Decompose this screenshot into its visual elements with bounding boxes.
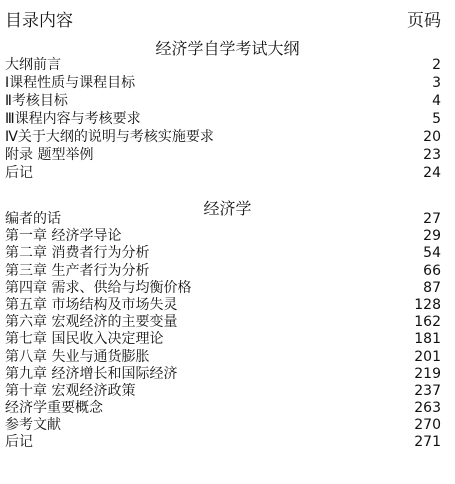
toc-item-title: Ⅱ考核目标 bbox=[5, 93, 68, 109]
toc-item[interactable] bbox=[5, 400, 441, 417]
toc-item-title: 第三章 生产者行为分析 bbox=[5, 262, 150, 279]
toc-item[interactable] bbox=[5, 280, 441, 297]
toc-item-page: 271 bbox=[414, 434, 441, 451]
syllabus-list bbox=[5, 56, 441, 182]
toc-item-page: 4 bbox=[432, 93, 441, 109]
toc-item[interactable] bbox=[5, 245, 441, 262]
toc-item[interactable] bbox=[5, 417, 441, 434]
toc-item[interactable] bbox=[5, 110, 441, 128]
toc-item-title: Ⅲ课程内容与考核要求 bbox=[5, 111, 141, 127]
toc-item-title: Ⅰ课程性质与课程目标 bbox=[5, 75, 136, 91]
toc-item-title: 第十章 宏观经济政策 bbox=[5, 382, 136, 399]
toc-item[interactable] bbox=[5, 228, 441, 245]
toc-item-title: 经济学重要概念 bbox=[5, 400, 103, 417]
toc-item[interactable] bbox=[5, 164, 441, 182]
toc-item[interactable] bbox=[5, 314, 441, 331]
toc-item-page: 181 bbox=[414, 331, 441, 348]
toc-item[interactable] bbox=[5, 297, 441, 314]
toc-item[interactable] bbox=[5, 349, 441, 366]
toc-item-page: 24 bbox=[423, 165, 441, 181]
toc-item-page: 23 bbox=[423, 147, 441, 163]
toc-item-title: 第七章 国民收入决定理论 bbox=[5, 331, 164, 348]
toc-item-page: 5 bbox=[432, 111, 441, 127]
toc-item-page: 54 bbox=[423, 245, 441, 262]
toc-item-title: 第五章 市场结构及市场失灵 bbox=[5, 296, 178, 313]
toc-item-page: 270 bbox=[414, 417, 441, 434]
toc-item-page: 219 bbox=[414, 365, 441, 382]
toc-item-page: 29 bbox=[423, 228, 441, 245]
toc-item-title: 大纲前言 bbox=[5, 57, 61, 73]
toc-item[interactable] bbox=[5, 263, 441, 280]
toc-item[interactable] bbox=[5, 383, 441, 400]
section-title-economics: 经济学 bbox=[203, 199, 252, 218]
toc-item-page: 128 bbox=[414, 296, 441, 313]
toc-item-title: 第八章 失业与通货膨胀 bbox=[5, 348, 150, 365]
economics-list bbox=[5, 211, 441, 452]
toc-item[interactable] bbox=[5, 146, 441, 164]
toc-item[interactable] bbox=[5, 74, 441, 92]
toc-item-title: 第九章 经济增长和国际经济 bbox=[5, 365, 178, 382]
toc-item-title: 附录 题型举例 bbox=[5, 147, 94, 163]
toc-item-page: 3 bbox=[432, 75, 441, 91]
toc-item-title: 后记 bbox=[5, 434, 33, 451]
toc-item-title: 编者的话 bbox=[5, 211, 61, 227]
toc-item-title: 后记 bbox=[5, 165, 33, 181]
toc-item-page: 66 bbox=[423, 262, 441, 279]
page-number-heading: 页码 bbox=[407, 11, 441, 31]
toc-item-title: 第四章 需求、供给与均衡价格 bbox=[5, 279, 192, 296]
toc-header bbox=[5, 6, 441, 32]
toc-item-title: 参考文献 bbox=[5, 417, 61, 434]
toc-item-title: Ⅳ关于大纲的说明与考核实施要求 bbox=[5, 129, 214, 145]
toc-item[interactable] bbox=[5, 434, 441, 451]
toc-item[interactable] bbox=[5, 56, 441, 74]
toc-item[interactable] bbox=[5, 92, 441, 110]
toc-item-page: 2 bbox=[432, 57, 441, 73]
section-title-syllabus: 经济学自学考试大纲 bbox=[155, 39, 300, 58]
toc-item-title: 第六章 宏观经济的主要变量 bbox=[5, 314, 178, 331]
contents-heading: 目录内容 bbox=[5, 11, 73, 31]
toc-item[interactable] bbox=[5, 331, 441, 348]
toc-item-title: 第二章 消费者行为分析 bbox=[5, 245, 150, 262]
toc-item-page: 162 bbox=[414, 314, 441, 331]
toc-item[interactable] bbox=[5, 211, 441, 228]
toc-item-page: 20 bbox=[423, 129, 441, 145]
toc-item-page: 237 bbox=[414, 382, 441, 399]
toc-item-title: 第一章 经济学导论 bbox=[5, 228, 122, 245]
toc-item[interactable] bbox=[5, 366, 441, 383]
toc-item-page: 263 bbox=[414, 400, 441, 417]
toc-item[interactable] bbox=[5, 128, 441, 146]
toc-item-page: 27 bbox=[423, 211, 441, 227]
toc-item-page: 87 bbox=[423, 279, 441, 296]
toc-item-page: 201 bbox=[414, 348, 441, 365]
